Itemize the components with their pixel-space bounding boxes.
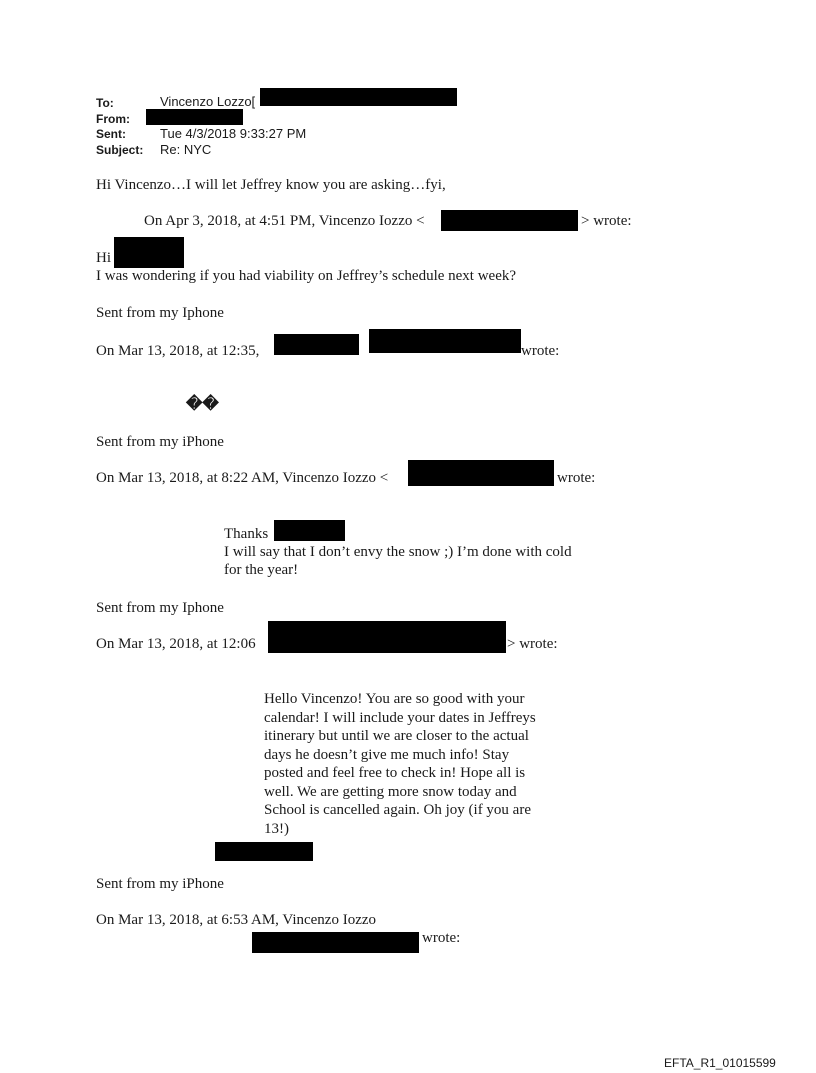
redaction-box (215, 842, 313, 861)
redaction-box (369, 329, 521, 353)
message-line: posted and feel free to check in! Hope all is (264, 765, 526, 781)
thanks-text: Thanks (224, 526, 269, 542)
sent-label: Sent: (96, 127, 126, 141)
to-label: To: (96, 96, 114, 110)
redaction-box (114, 237, 184, 268)
quote-intro-end: wrote: (521, 343, 560, 359)
redaction-box (274, 520, 345, 541)
signature-text: Sent from my iPhone (96, 434, 224, 450)
greeting-text: Hi (96, 250, 111, 266)
message-line: 13!) (264, 820, 289, 837)
redaction-box (268, 621, 506, 653)
redaction-box (146, 109, 243, 125)
sent-value: Tue 4/3/2018 9:33:27 PM (160, 126, 307, 141)
quote-intro-end: wrote: (422, 930, 461, 946)
message-line: well. We are getting more snow today and (264, 783, 517, 800)
signature-text: Sent from my Iphone (96, 600, 224, 616)
redaction-box (274, 334, 359, 355)
redaction-box (260, 88, 457, 106)
quote-intro-end: > wrote: (507, 636, 558, 652)
subject-value: Re: NYC (160, 142, 212, 157)
message-block (264, 690, 584, 838)
message-line: itinerary but until we are closer to the actual (264, 728, 529, 744)
signature-text: Sent from my iPhone (96, 876, 224, 892)
redaction-box (441, 210, 578, 231)
quote-intro: On Mar 13, 2018, at 12:35, (96, 343, 260, 359)
quote-intro: On Mar 13, 2018, at 12:06 (96, 636, 256, 652)
body-text: I will say that I don’t envy the snow ;) I’m done with cold (224, 544, 572, 560)
reply-text: Hi Vincenzo…I will let Jeffrey know you are asking…fyi, (96, 177, 446, 193)
message-line: Hello Vincenzo! You are so good with your (264, 691, 525, 707)
quote-intro: On Apr 3, 2018, at 4:51 PM, Vincenzo Iozzo < (144, 213, 425, 229)
body-text: I was wondering if you had viability on Jeffrey’s schedule next week? (96, 268, 517, 284)
from-label: From: (96, 112, 130, 126)
message-line: School is cancelled again. Oh joy (if you are (264, 802, 531, 818)
to-value: Vincenzo Lozzo[ (160, 94, 256, 109)
garbled-symbols: �� (186, 396, 219, 413)
subject-label: Subject: (96, 143, 144, 157)
redaction-box (252, 932, 419, 953)
document-id: EFTA_R1_01015599 (664, 1056, 776, 1070)
quote-intro: On Mar 13, 2018, at 8:22 AM, Vincenzo Iozzo < (96, 470, 389, 486)
quote-intro: On Mar 13, 2018, at 6:53 AM, Vincenzo Iozzo (96, 912, 377, 928)
message-line: calendar! I will include your dates in Jeffreys (264, 709, 536, 726)
quote-intro-end: > wrote: (581, 213, 632, 229)
body-text: for the year! (224, 562, 299, 578)
quote-intro-end: wrote: (557, 470, 596, 486)
message-line: days he doesn’t give me much info! Stay (264, 746, 510, 763)
redaction-box (408, 460, 554, 486)
signature-text: Sent from my Iphone (96, 305, 224, 321)
